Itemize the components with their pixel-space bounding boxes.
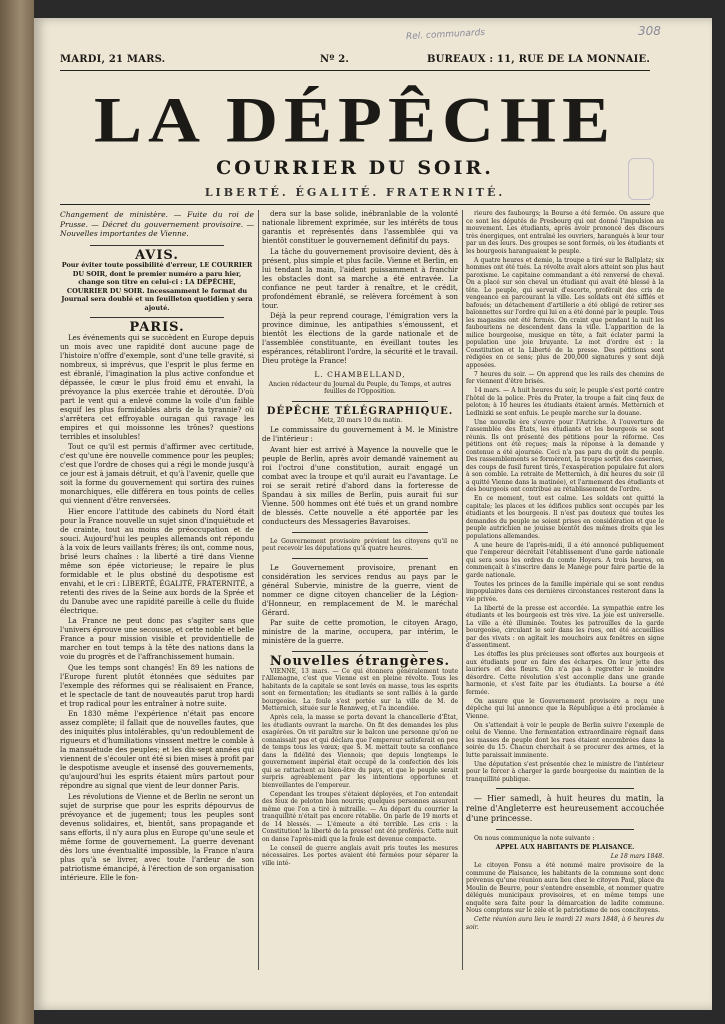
article-paragraph: On assure que le Gouvernement provisoire a reçu une dépêche qui lui annonce que la République a été proclamée à Vienne. (466, 697, 664, 720)
issue-number: Nº 2. (320, 54, 350, 65)
handwritten-annotation: Rel. communards (405, 27, 486, 43)
article-paragraph: Les événements qui se succèdent en Europe depuis un mois avec une rapidité dont aucune page de l'histoire n'offre d'exemple, sont d'une telle gravité, si nombreux, si imprévus, que l'esprit le plus ferme en est ébranlé, l'imagination la plus active confondue et dépassée, le cœur le plus froid ému et envahi, la prévoyance la plus exercée trahie et déroutée. D'où part le vent qui a enlevé comme la voile d'un faible esquif les plus formidables abris de la tyrannie? où s'arrêtera cet effroyable ouragan qui ravage les empires et qui moissonne les trônes? questions terribles et insolubles! (60, 333, 254, 441)
article-paragraph: En 1830 même l'expérience n'était pas encore assez complète; il fallait que de nouvelles fautes, que des iniquités plus intolérables, qu'un redoublement de rigueurs et d'humiliations vinssent mettre le comble à la mansuétude des peuples; et les dix-sept années qui viennent de s'écouler ont été si bien mises à profit par le despotisme aveugle et insensé des gouvernements, qu'aujourd'hui les esprits étaient mûrs partout pour répondre au signal que vient de leur donner Paris. (60, 710, 254, 790)
telegraph-heading: DÉPÊCHE TÉLÉGRAPHIQUE. (266, 405, 454, 417)
archive-number: 308 (638, 24, 661, 38)
column-divider (258, 210, 259, 970)
appeal-text: Le citoyen Fonsu a été nommé maire provisoire de la commune de Plaisance, les habitants de la commune sont donc prévenus qu'une réunion aura lieu chez le citoyen Paul, place du Moulin de Beurre, pour s'entendre ensemble, et nommer quatre délégués municipaux provisoires, et en même temps une enquête sera faite pour la démarcation de ladite commune. Nous comptons sur le zèle et le patriotisme de nos concitoyens. (466, 862, 664, 914)
article-paragraph: En ce moment, tout est calme. Les soldats ont quitté la capitale; les places et les édifices publics sont occupés par les étudiants et les bourgeois. Il n'est pas douteux que toutes les demandes du peuple ne soient prises en considération et que le peuple autrichien ne jouisse bientôt des mêmes droits que les populations allemandes. (466, 495, 664, 540)
decree-paragraph: Par suite de cette promotion, le citoyen Arago, ministre de la marine, occupera, par intérim, le ministère de la guerre. (262, 619, 458, 645)
masthead-motto: LIBERTÉ. ÉGALITÉ. FRATERNITÉ. (204, 186, 506, 199)
article-paragraph: 7 heures du soir. — On apprend que les rails des chemins de fer viennent d'être brisés. (466, 370, 664, 385)
foreign-paragraph: Le conseil de guerre anglais avait pris toutes les mesures nécessaires. Les portes avaient été fermées pour séparer la ville inté- (262, 844, 458, 867)
article-paragraph: dera sur la base solide, inébranlable de la volonté nationale librement exprimée, sur les intérêts de tous garantis et représentés dans l'assemblée qui va bientôt constituer le gouvernement définitif du pays. (262, 210, 458, 245)
header-rule (60, 70, 650, 71)
article-paragraph: Toutes les princes de la famille impériale qui se sont rendus impopulaires dans ces dernières circonstances resteront dans la vie privée. (466, 580, 664, 603)
column-divider (462, 210, 463, 970)
divider (292, 651, 428, 652)
foreign-news-heading: Nouvelles étrangères. (269, 654, 451, 669)
appeal-date: Le 18 mars 1848. (610, 853, 664, 860)
telegraph-paragraph: Avant hier est arrivé à Mayence la nouvelle que le peuple de Berlin, après avoir demandé vainement au roi l'octroi d'une constitution, aurait engagé un combat avec la troupe et qu'il aurait eu l'avantage. Le roi se serait retiré d'abord dans la forteresse de Spandau à six milles de Berlin, puis aurait fui sur Vienne. 500 hommes ont été tués et un grand nombre de blessés. Cette nouvelle a été apportée par les conducteurs des Messageries Bavaroises. (262, 445, 458, 526)
foreign-paragraph: Après cela, la masse se porta devant la chancellerie d'État, les étudiants ouvrant la marche. On fit des demandes les plus exagérées. On vit paraître sur le balcon une personne qu'on ne connaissait pas et qui déclara que l'empereur satisferait en peu de temps tous les vœux; que S. M. mettait toute sa confiance dans la fidélité des Viennois; que depuis longtemps le gouvernement impérial était occupé de la confection des lois qui se rattachent au bien-être du pays, et que le peuple serait surpris agréablement par les intentions opportunes et bienveillantes de l'empereur. (262, 714, 458, 789)
article-paragraph: 14 mars. — A huit heures du soir, le peuple s'est porté contre l'hôtel de la police. Près du Prater, la troupe a fait cinq feux de peloton; à 10 heures les étudiants étaient armés. Metternich et Ledlnizki se sont enfuis. Le peuple marche sur la douane. (466, 387, 664, 417)
article-paragraph: Que les temps sont changés! En 89 les nations de l'Europe furent plutôt étonnées que séduites par l'exemple des réformes qui se réalisaient en France, et le spectacle de tant de nouveautés parut trop hardi et trop radical pour les entraîner à notre suite. (60, 663, 254, 708)
divider (496, 829, 634, 830)
summary: Changement de ministère. — Fuite du roi de Prusse. — Décret du gouvernement provisoire. — Nouvelles importantes de Vienne. (60, 210, 254, 238)
article-paragraph: Une nouvelle ère s'ouvre pour l'Autriche. A l'ouverture de l'assemblée des États, les étudiants et les bourgeois se sont réunis. Ils ont présenté des pétitions pour la réforme. Ces pétitions ont été reçues; mais la réponse à la demande y contenue a été ajournée. Ceci n'a pas paru du goût du peuple. Des rassemblements se formèrent, la troupe sortit des casernes, des coups de fusil furent tirés, l'exaspération populaire fut alors à son comble. La retraite de Metternich, à dix heures du soir (il a quitté Vienne dans la matinée), et l'armement des étudiants et des bourgeois ont contribué au rétablissement de l'ordre. (466, 418, 664, 493)
divider (90, 245, 224, 246)
article-paragraph: Déjà la peur reprend courage, l'émigration vers la province diminue, les antipathies s'émoussent, et bientôt les élections de la garde nationale et de l'assemblée constituante, en éveillant toutes les espérances, rétabliront l'ordre, la sécurité et le travail. Dieu protège la France! (262, 312, 458, 365)
article-paragraph: Tout ce qu'il est permis d'affirmer avec certitude, c'est qu'une ère nouvelle commence pour les peuples; c'est que l'ordre de choses qui a régi le monde jusqu'à ce jour est à jamais détruit, et qu'à l'avenir, quelle que soit la forme du gouvernement qui sortira des ruines monarchiques, elle différera en tous points de celles qui viennent d'être renversées. (60, 443, 254, 505)
article-paragraph: La tâche du gouvernement provisoire devient, dès à présent, plus simple et plus facile. Vienne et Berlin, en lui tendant la main, l'aident puissamment à franchir les obstacles dont sa marche a été entravée. La confiance ne peut tarder à renaître, et le crédit, profondément ébranlé, se relèvera forcément à son tour. (262, 247, 458, 310)
divider (90, 317, 224, 318)
article-paragraph: A une heure de l'après-midi, il a été annoncé publiquement que l'empereur décrétait l'établissement d'une garde nationale qui sera sous les ordres du comte Hoyers. A trois heures, on commençait à s'inscrire dans le Manège pour faire partie de la garde nationale. (466, 541, 664, 579)
article-paragraph: rieure des faubourgs; la Bourse a été fermée. On assure que ce sont les députés de Presbourg qui ont donné l'impulsion au mouvement. Les étudiants, après avoir prononcé des discours très énergiques, ont entraîné les ouvriers, harangués à leur tour par un des leurs. Des groupes se sont formés, où les étudiants et les bourgeois haranguaient le peuple. (466, 210, 664, 255)
article-paragraph: A quatre heures et demie, la troupe a tiré sur le Ballplatz; six hommes ont été tués. La révolte avait alors atteint son plus haut paroxisme. Le capitaine commandant a été renversé de cheval. On a placé sur son cheval un étudiant qui avait été blessé à la tête. Le peuple, qui servait d'escorte, proférait des cris de vengeance en parcourant la ville. Les soldats ont été sifflés et bafoués; un détachement d'artillerie a été obligé de retirer ses baïonnettes sur l'ordre qui lui en a été donné par le peuple. Tous les magasins ont été fermés. On craint que pendant la nuit les faubouriens ne descendent dans la ville. L'apparition de la milice bourgeoise, musique en tête, a fait éclater parmi la population une joie bruyante. Le mot d'ordre est : la Constitution et la Liberté de la presse. Des pétitions sont rédigées en ce sens; plus de 200,000 signatures y sont déjà apposées. (466, 256, 664, 369)
header-bar (60, 54, 650, 68)
signature-note: Ancien rédacteur du Journal du Peuple, du Temps, et autres feuilles de l'Opposition. (268, 380, 452, 395)
foreign-paragraph: VIENNE, 13 mars. — Ce qui étonnera généralement toute l'Allemagne, c'est que Vienne est en pleine révolte. Tous les habitants de la capitale se sont levés en masse, tous les esprits sont en fermentation; les étudiants se sont ralliés à la garde bourgeoise. La foule s'est portée sur la ville de M. de Metternich, située sur le Rennweg, et l'a incendiée. (262, 667, 458, 712)
masthead-subtitle: COURRIER DU SOIR. (216, 157, 494, 179)
library-stamp (628, 158, 654, 200)
article-paragraph: Hier encore l'attitude des cabinets du Nord était pour la France nouvelle un sujet sinon d'inquiétude et de crainte, tout au moins de préoccupation et de souci. Aujourd'hui les peuples allemands ont répondu à la voix de leurs vaillants frères; ils ont, comme nous, brisé leurs chaînes : la liberté a tiré dans Vienne même son épée victorieuse; le repaire le plus formidable et le plus obstiné du despotisme est envahi, et le cri : LIBERTÉ, ÉGALITÉ, FRATERNITÉ, a retenti des rives de la Seine aux bords de la Sprée et du Danube avec une rapidité pareille à celle du fluide électrique. (60, 507, 254, 615)
divider (292, 532, 428, 533)
article-paragraph: On s'attendait à voir le peuple de Berlin suivre l'exemple de celui de Vienne. Une fermentation extraordinaire régnait dans les masses de peuple dont les rues étaient encombrées dans la soirée du 15. Chacun cherchait à se procurer des armes, et la lutte paraissait imminente. (466, 721, 664, 759)
decree-paragraph: Le Gouvernement provisoire, prenant en considération les services rendus au pays par le général Subervie, ministre de la guerre, vient de nommer ce digne citoyen chancelier de la Légion-d'Honneur, en remplacement de M. le maréchal Gérard. (262, 563, 458, 617)
newspaper-page (34, 18, 712, 1010)
divider (496, 788, 634, 789)
divider (292, 558, 428, 559)
divider (292, 401, 428, 402)
article-paragraph: Les révolutions de Vienne et de Berlin ne seront un sujet de surprise que pour les esprits dépourvus de prévoyance et de jugement; tous les peuples sont devenus solidaires, et, bientôt, sans propagande et sans efforts, il n'y aura plus en Europe qu'une seule et même forme de gouvernement. La guerre devenant dès lors une éventualité impossible, la France n'aura plus qu'à se livrer, avec toute l'ardeur de son patriotisme émancipé, à l'érection de son organisation intérieure. Elle le fon- (60, 792, 254, 882)
telegraph-dateline: Metz, 20 mars 10 du matin. (317, 417, 403, 424)
issue-date: MARDI, 21 MARS. (60, 54, 166, 65)
office-address: BUREAUX : 11, RUE DE LA MONNAIE. (426, 54, 650, 65)
telegraph-paragraph: Le commissaire du gouvernement à M. le Ministre de l'intérieur : (262, 426, 458, 443)
column-1 (60, 210, 254, 884)
note-intro: On nous communique la note suivante : (474, 835, 595, 842)
avis-body: Pour éviter toute possibilité d'erreur, LE COURRIER DU SOIR, dont le premier numéro a paru hier, change son titre en celui-ci : LA DÉPÊCHE, COURRIER DU SOIR. Incessamment le format du Journal sera doublé et un feuilleton quotidien y sera ajouté. (61, 261, 253, 312)
article-paragraph: Les étoffes les plus précieuses sont offertes aux bourgeois et aux étudiants pour en faire des écharpes. On leur jette des lauriers et des fleurs. On n'a pas à regretter le moindre désordre. Cette révolution s'est accomplie dans une grande harmonie, et s'est faite par les étudiants. La bourse a été fermée. (466, 651, 664, 696)
column-2 (262, 210, 458, 869)
appeal-footer: Cette réunion aura lieu le mardi 21 mars 1848, à 6 heures du soir. (466, 916, 664, 931)
article-paragraph: La liberté de la presse est accordée. La sympathie entre les étudiants et les bourgeois est très vive. La joie est universelle. La ville a été illuminée. Toutes les patrouilles de la garde bourgeoise, circulant le soir dans les rues, ont été accueillies par des vivats : on agitait les mouchoirs aux fenêtres en signe d'assentiment. (466, 604, 664, 649)
appeal-heading: APPEL AUX HABITANTS DE PLAISANCE. (495, 844, 635, 851)
book-binding (0, 0, 34, 1024)
notice: Le Gouvernement provisoire prévient les citoyens qu'il ne peut recevoir les députations qu'à quatre heures. (262, 537, 458, 552)
masthead-rule (60, 204, 650, 205)
avis-heading: AVIS. (135, 247, 179, 263)
paris-heading: PARIS. (129, 320, 185, 335)
signature: L. CHAMBELLAND, (314, 370, 406, 379)
masthead-title: LA DÉPÊCHE (93, 84, 617, 156)
column-3 (466, 210, 664, 933)
foreign-paragraph: Cependant les troupes s'étaient déployées, et l'on entendait des feux de peloton bien nourris; quelques personnes assurent même que l'on a tiré à mitraille. — Au départ du courrier la tranquillité n'était pas encore rétablie. On parle de 19 morts et de 14 blessés. — L'émeute a été terrible. Les cris : la Constitution! la liberté de la presse! ont été proférés. Cette nuit on danse l'après-midi que la foule est devenue compacte. (262, 790, 458, 843)
article-paragraph: Une députation s'est présentée chez le ministre de l'intérieur pour le forcer à charger la garde bourgeoise du maintien de la tranquillité publique. (466, 760, 664, 783)
article-paragraph: — Hier samedi, à huit heures du matin, la reine d'Angleterre est heureusement accouchée d'une princesse. (466, 794, 664, 823)
article-paragraph: La France ne peut donc pas s'agiter sans que l'univers éprouve une secousse, et cette noble et belle France a pour mission visible et providentielle de marcher en tout temps à la tête des nations dans la voie du progrès et de l'affranchissement humain. (60, 617, 254, 661)
